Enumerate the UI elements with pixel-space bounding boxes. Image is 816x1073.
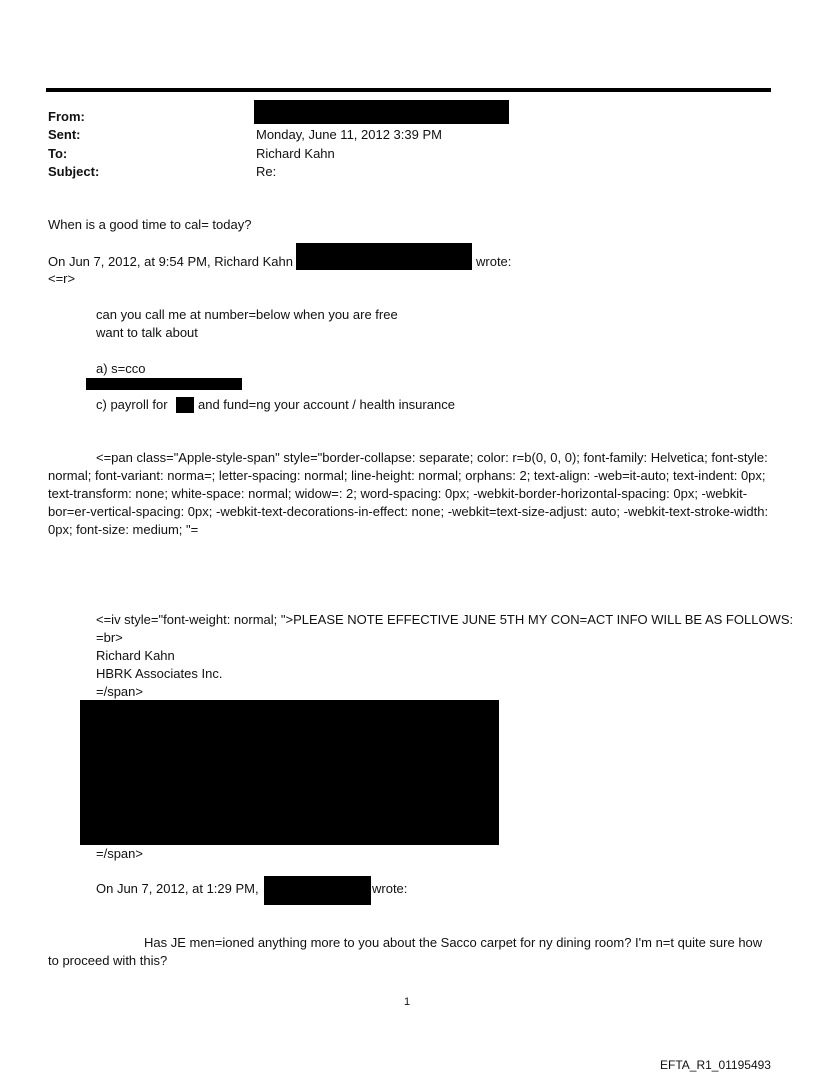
quote2-suffix: wrote:	[372, 881, 408, 896]
subject-label: Subject:	[48, 164, 100, 179]
to-label: To:	[48, 146, 68, 161]
div-line: <=iv style="font-weight: normal; ">PLEASE NOTE EFFECTIVE JUNE 5TH MY CON=ACT INFO WILL BE AS FOLLOWS:	[96, 612, 794, 627]
span-close-1: =/span>	[96, 684, 143, 699]
contact-info-redaction	[80, 700, 499, 845]
request-line-1: can you call me at number=below when you are free	[96, 307, 398, 322]
item-a: a) s=cco	[96, 361, 146, 376]
signature-company: HBRK Associates Inc.	[96, 666, 223, 681]
body-line-1: When is a good time to cal= today?	[48, 217, 252, 232]
page-number: 1	[404, 996, 411, 1008]
to-value: Richard Kahn	[256, 146, 335, 161]
from-redaction	[254, 100, 509, 124]
quote1-suffix: wrote:	[476, 254, 512, 269]
question-paragraph: Has JE men=ioned anything more to you about the Sacco carpet for ny dining room? I'm n=t quite sure how to proceed with this?	[48, 935, 763, 968]
span-style-code: <=pan class="Apple-style-span" style="border-collapse: separate; color: r=b(0, 0, 0); font-family: Helvetica; font-style: normal; font-variant: norma=; letter-spacing: normal; line-height: normal; orphans: 2; text-align: -web=it-auto; text-indent: 0px; text-transform: none; white-space: normal; widow=: 2; word-spacing: 0px; -webkit-border-horizontal-spacing: 0px; -webkit-bor=er-vertical-spacing: 0px; -webkit-text-decorations-in-effect: none; -webkit=text-size-adjust: auto; -webkit-text-stroke-width: 0px; font-size: medium; "=	[48, 450, 769, 537]
header-rule	[46, 88, 771, 92]
quote2-sender-redaction	[264, 876, 371, 905]
sent-value: Monday, June 11, 2012 3:39 PM	[256, 127, 442, 142]
signature-name: Richard Kahn	[96, 648, 175, 663]
request-line-2: want to talk about	[96, 325, 198, 340]
span-close-2: =/span>	[96, 846, 143, 861]
item-b-redaction	[86, 378, 242, 390]
from-label: From:	[48, 109, 85, 124]
subject-value: Re:	[256, 164, 277, 179]
quote1-email-redaction	[296, 243, 472, 270]
item-c-redaction	[176, 397, 194, 413]
item-c-prefix: c) payroll for	[96, 397, 168, 412]
item-c-suffix: and fund=ng your account / health insurance	[198, 397, 455, 412]
tag-r: <=r>	[48, 271, 76, 286]
quote1-prefix: On Jun 7, 2012, at 9:54 PM, Richard Kahn	[48, 254, 293, 269]
br-line: =br>	[96, 630, 123, 645]
document-id: EFTA_R1_01195493	[660, 1058, 771, 1072]
quote2-prefix: On Jun 7, 2012, at 1:29 PM,	[96, 881, 259, 896]
sent-label: Sent:	[48, 127, 81, 142]
